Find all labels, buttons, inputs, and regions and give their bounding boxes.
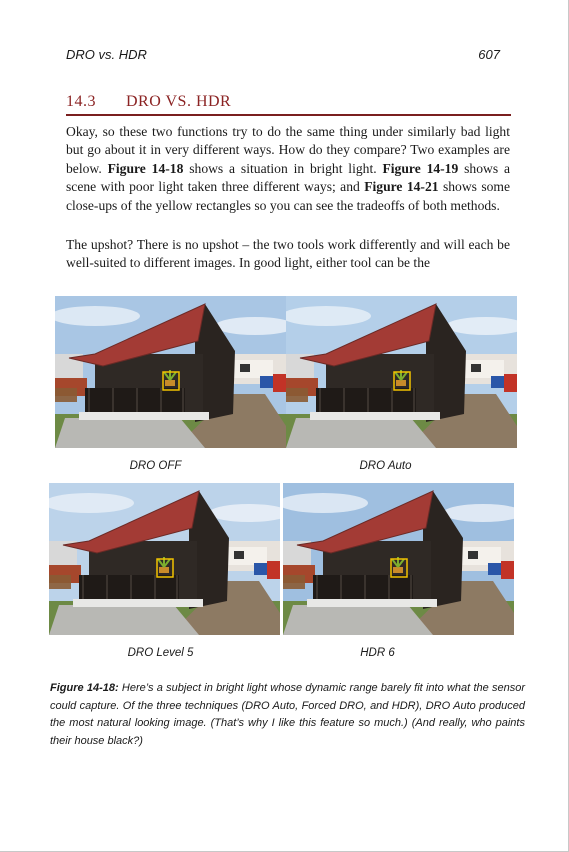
walkway — [49, 605, 199, 635]
figure-caption-label: Figure 14-18: — [50, 682, 119, 694]
figure-caption-text: Here’s a subject in bright light whose dynamic range barely fit into what the sensor could capture. Of the three techniques (DRO Auto, Forced DRO, and HDR), DRO Auto produced the most natural looking image. (That’s why I like this feature so much.) (And really, who paints their house black?) — [50, 682, 526, 747]
body-paragraph-1 — [66, 123, 510, 215]
p1-text-b: shows a situation in bright light. — [183, 160, 383, 176]
p1-text-a: Okay, so these two functions try to do the same thing under similarly bad light but go about it in very different ways. How do they compare? Two examples are below. — [66, 124, 510, 176]
photo-dro-level-5 — [49, 483, 280, 635]
figure-ref-14-19: Figure 14-19 — [382, 160, 459, 176]
photo-label-hdr-6: HDR 6 — [360, 647, 395, 659]
photo-dro-off — [55, 296, 286, 448]
photo-label-dro-off: DRO OFF — [129, 460, 182, 472]
house-foundation — [73, 599, 203, 607]
p1-text-c: shows a scene with poor light taken three different ways; and — [66, 160, 510, 195]
section-title: DRO VS. HDR — [126, 93, 232, 110]
photo-label-dro-auto: DRO Auto — [359, 460, 412, 472]
walkway — [55, 418, 205, 448]
figure-caption — [50, 680, 525, 750]
photo-hdr-6 — [283, 483, 514, 635]
walkway — [286, 418, 436, 448]
p1-text-d: shows some close-ups of the yellow rectangles so you can see the tradeoffs of both methods. — [66, 179, 511, 213]
house-foundation — [310, 412, 440, 420]
page-number: 607 — [478, 47, 500, 62]
running-title: DRO vs. HDR — [66, 47, 147, 62]
body-paragraph-2: The upshot? There is no upshot – the two tools work differently and will each be well-suited to different images. In good light, either tool can be the — [66, 237, 510, 271]
house-foundation — [79, 412, 209, 420]
photo-label-dro-level-5: DRO Level 5 — [127, 647, 194, 659]
figure-ref-14-18: Figure 14-18 — [107, 160, 184, 176]
house-foundation — [307, 599, 437, 607]
figure-ref-14-21: Figure 14-21 — [364, 179, 439, 195]
walkway — [283, 605, 433, 635]
section-number: 14.3 — [66, 93, 96, 110]
photo-dro-auto — [286, 296, 517, 448]
section-heading — [66, 93, 511, 116]
